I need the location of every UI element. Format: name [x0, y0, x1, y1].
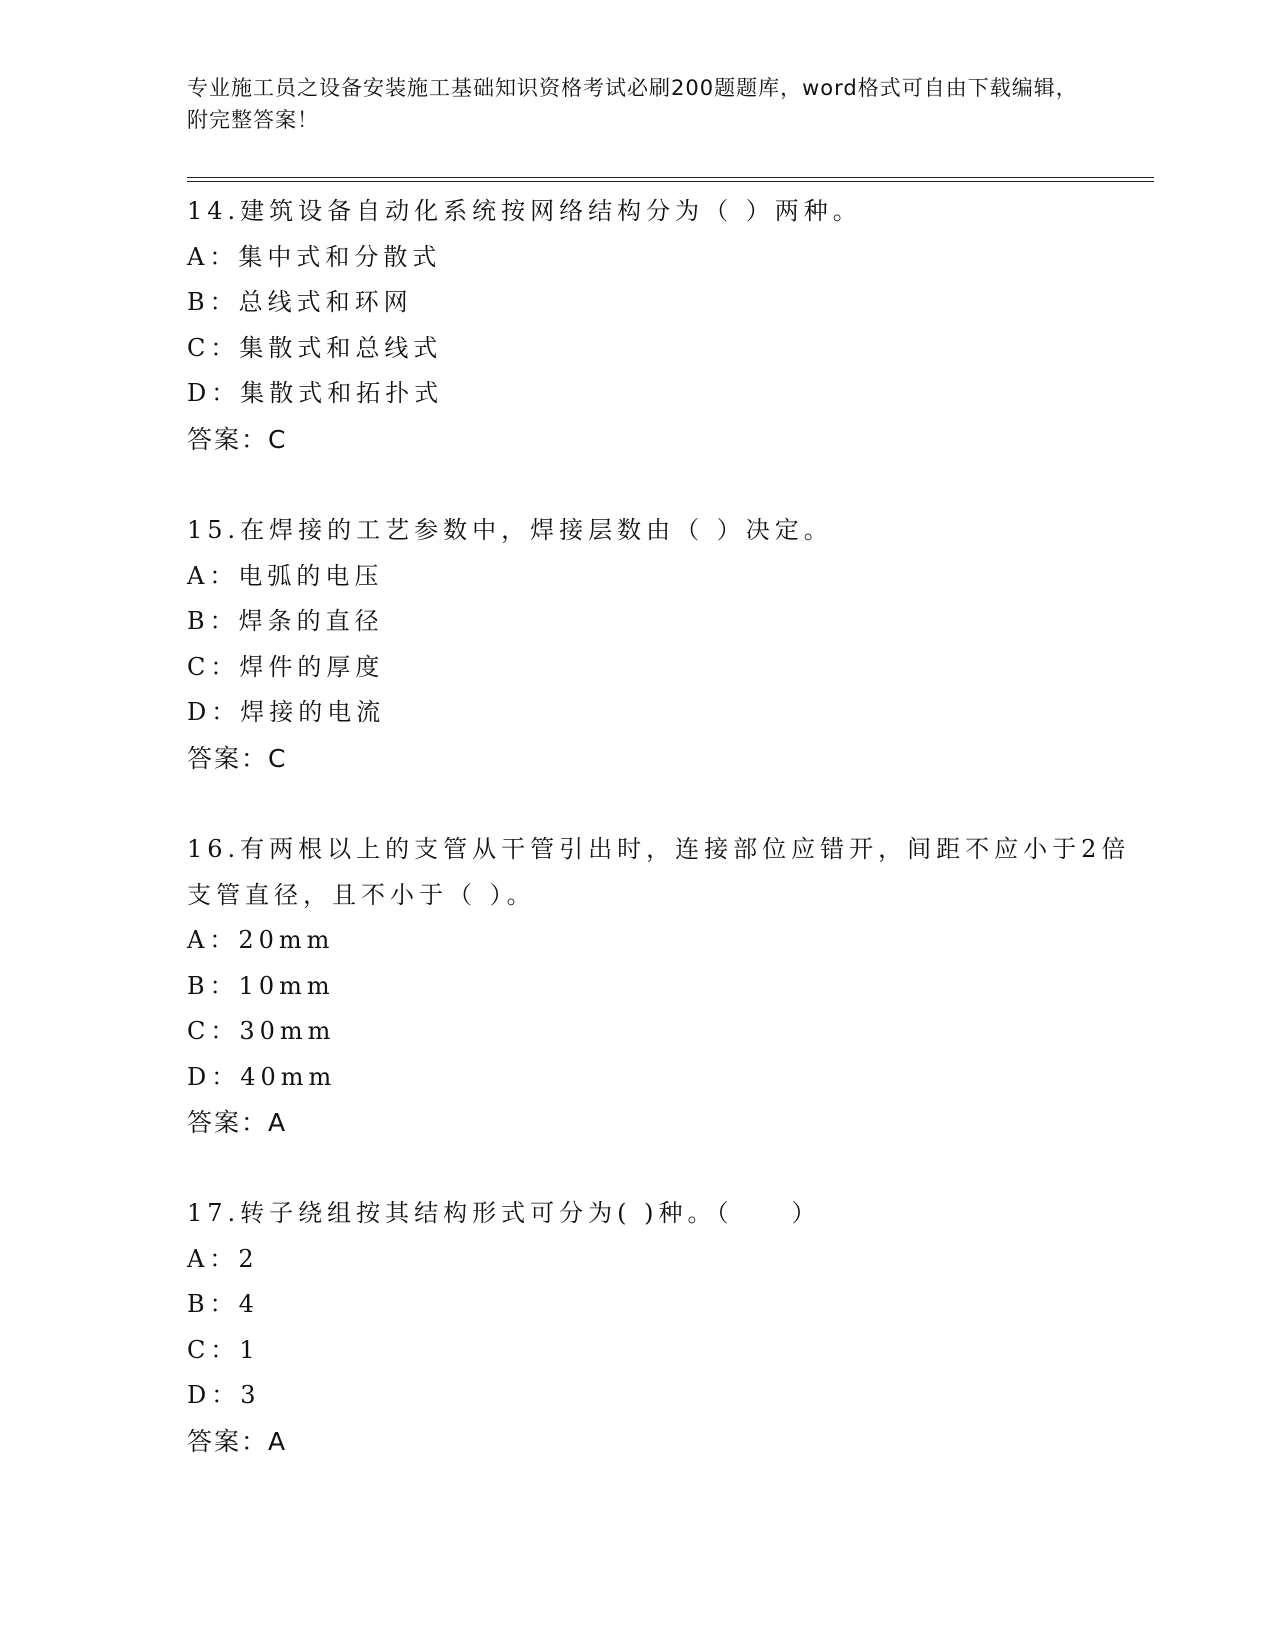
option-c: C：集散式和总线式 [187, 333, 443, 362]
question-16 [187, 827, 1147, 1146]
question-14 [187, 189, 1147, 462]
option-a: A：2 [187, 1244, 259, 1273]
answer: 答案：C [187, 743, 288, 773]
option-d: D：40mm [187, 1062, 337, 1091]
question-stem: 16.有两根以上的支管从干管引出时，连接部位应错开，间距不应小于2倍支管直径，且不小于（ ）。 [187, 835, 1131, 909]
question-17 [187, 1191, 1147, 1464]
option-b: B：4 [187, 1290, 259, 1318]
question-stem: 14.建筑设备自动化系统按网络结构分为（ ）两种。 [187, 197, 862, 225]
header-divider-bottom [187, 181, 1154, 182]
answer: 答案：A [187, 1426, 288, 1456]
document-header: 专业施工员之设备安装施工基础知识资格考试必刷200题题库，word格式可自由下载编辑，附完整答案！ [187, 76, 1078, 132]
answer: 答案：A [187, 1108, 288, 1137]
header-divider-top [187, 177, 1154, 178]
option-d: D：焊接的电流 [187, 698, 386, 726]
option-b: B：总线式和环网 [187, 288, 413, 316]
option-a: A：电弧的电压 [187, 561, 384, 590]
question-15 [187, 508, 1147, 781]
option-a: A：20mm [187, 926, 335, 954]
option-c: C：1 [187, 1335, 260, 1364]
answer: 答案：C [187, 424, 288, 454]
question-stem: 15.在焊接的工艺参数中，焊接层数由（ ）决定。 [187, 516, 833, 544]
option-b: B：焊条的直径 [187, 607, 384, 635]
option-d: D：集散式和拓扑式 [187, 379, 444, 407]
option-a: A：集中式和分散式 [187, 242, 442, 271]
option-c: C：焊件的厚度 [187, 652, 385, 681]
option-d: D：3 [187, 1381, 261, 1409]
option-c: C：30mm [187, 1017, 336, 1045]
option-b: B：10mm [187, 971, 335, 1000]
question-stem: 17.转子绕组按其结构形式可分为( )种。（ ） [187, 1199, 821, 1227]
